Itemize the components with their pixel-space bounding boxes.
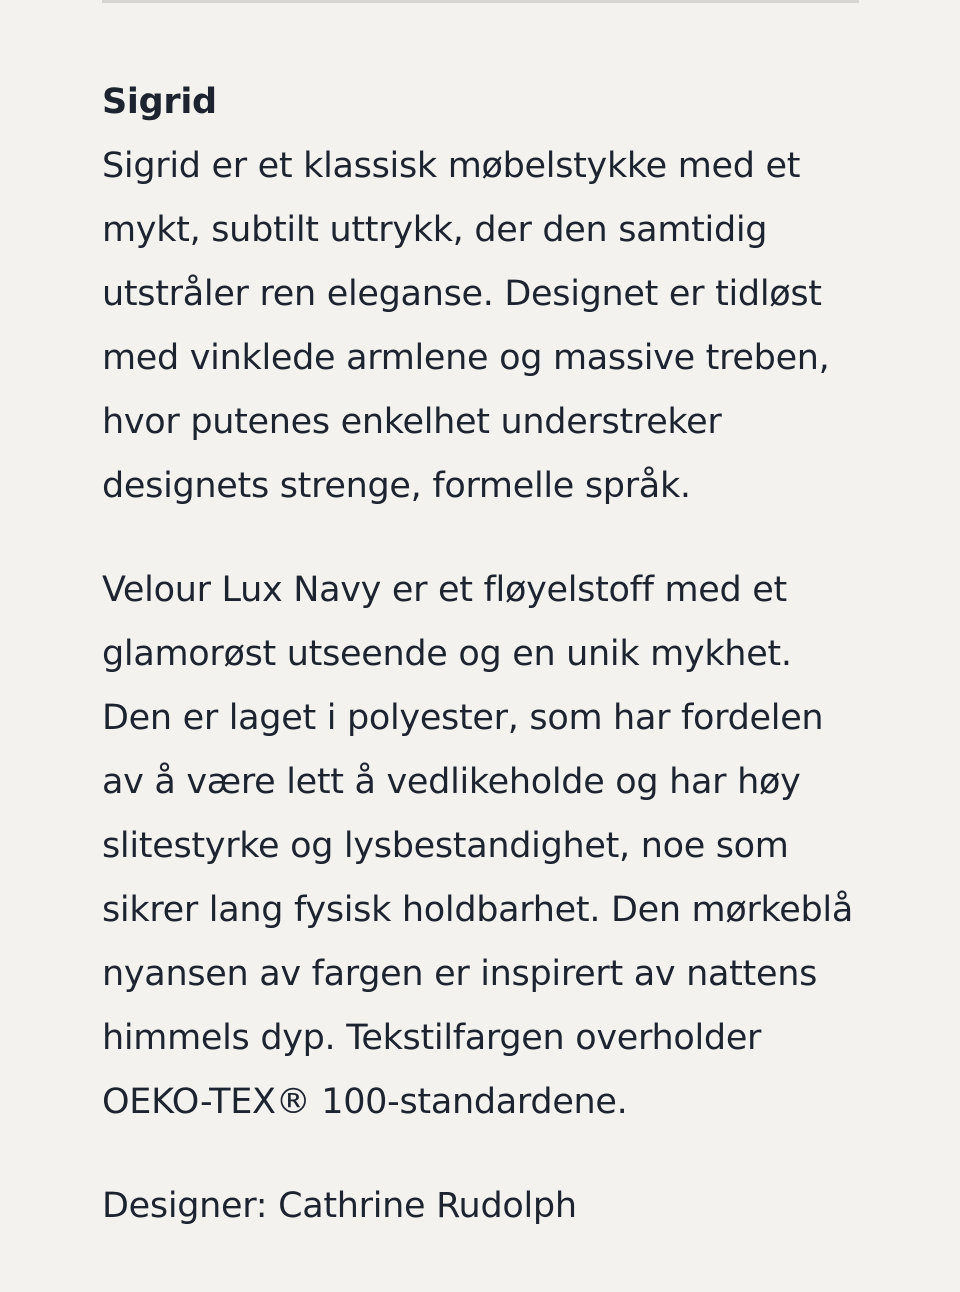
paragraph-gap bbox=[102, 518, 872, 558]
description-line: Velour Lux Navy er et fløyelstoff med et bbox=[102, 570, 787, 610]
description-line: Sigrid er et klassisk møbelstykke med et bbox=[102, 146, 801, 186]
product-description bbox=[102, 70, 872, 1238]
description-paragraph-1 bbox=[102, 134, 872, 518]
description-line: OEKO-TEX® 100-standardene. bbox=[102, 1082, 628, 1122]
description-line: av å være lett å vedlikeholde og har høy bbox=[102, 762, 801, 802]
description-paragraph-2 bbox=[102, 558, 872, 1134]
product-title: Sigrid bbox=[102, 82, 217, 122]
description-line: sikrer lang fysisk holdbarhet. Den mørkeblå bbox=[102, 890, 853, 930]
description-line: nyansen av fargen er inspirert av nattens bbox=[102, 954, 818, 994]
description-line: hvor putenes enkelhet understreker bbox=[102, 402, 722, 442]
description-line: designets strenge, formelle språk. bbox=[102, 466, 691, 506]
description-line: med vinklede armlene og massive treben, bbox=[102, 338, 830, 378]
description-line: mykt, subtilt uttrykk, der den samtidig bbox=[102, 210, 768, 250]
paragraph-gap bbox=[102, 1134, 872, 1174]
description-line: utstråler ren eleganse. Designet er tidløst bbox=[102, 274, 822, 314]
description-line: himmels dyp. Tekstilfargen overholder bbox=[102, 1018, 762, 1058]
description-line: Den er laget i polyester, som har fordelen bbox=[102, 698, 824, 738]
description-line: glamorøst utseende og en unik mykhet. bbox=[102, 634, 792, 674]
designer-credit: Designer: Cathrine Rudolph bbox=[102, 1186, 577, 1226]
section-divider bbox=[102, 0, 859, 3]
description-line: slitestyrke og lysbestandighet, noe som bbox=[102, 826, 789, 866]
